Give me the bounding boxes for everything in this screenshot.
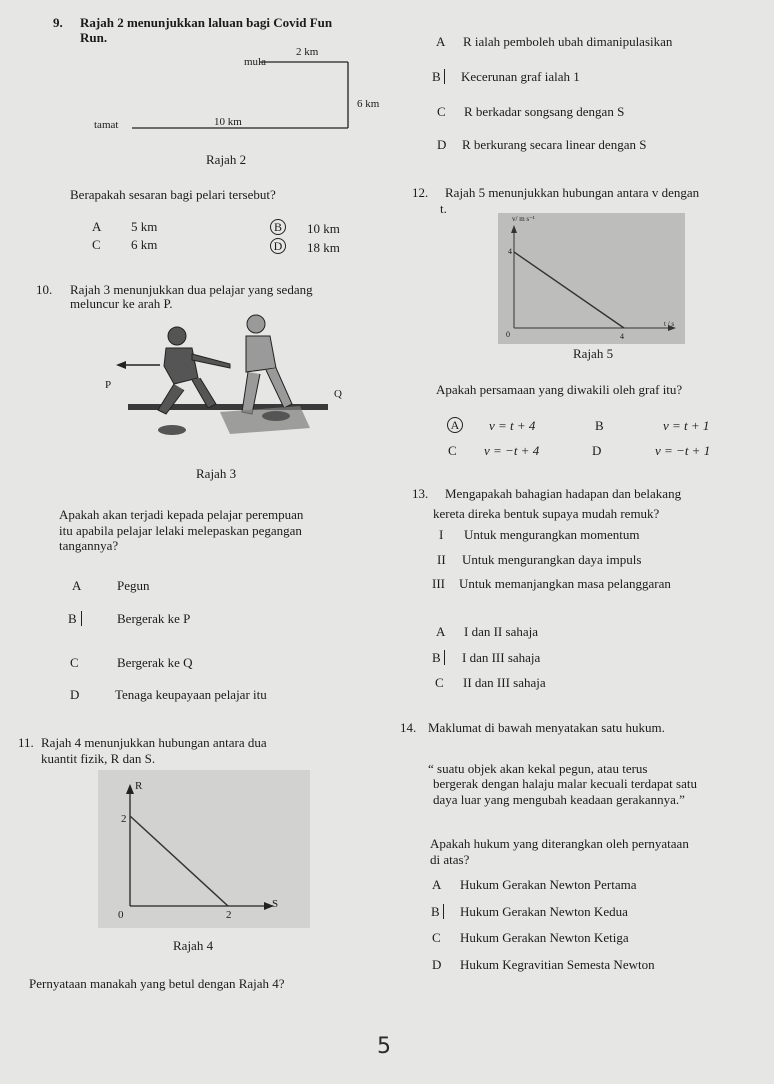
q11-stem-line2: kuantit fizik, R dan S. — [41, 751, 156, 766]
q11-option-b-label[interactable] — [432, 69, 445, 84]
q13-option-b-label[interactable] — [432, 650, 445, 665]
q10-option-c-text[interactable]: Bergerak ke Q — [117, 655, 193, 670]
q10-option-b-text[interactable]: Bergerak ke P — [117, 611, 191, 626]
q10-option-c-label[interactable]: C — [70, 655, 79, 670]
q9-option-a-text[interactable]: 5 km — [131, 219, 158, 234]
q11-origin: 0 — [118, 909, 124, 921]
q10-skaters-illustration — [100, 308, 340, 458]
q9-option-d-label[interactable] — [270, 238, 286, 254]
q9-option-d-circle: D — [270, 238, 286, 254]
q11-stem-line1: Rajah 4 menunjukkan hubungan antara dua — [41, 735, 267, 750]
q11-caption: Rajah 4 — [173, 938, 214, 953]
q9-option-c-text[interactable]: 6 km — [131, 237, 158, 252]
q9-label-mula: mula — [244, 56, 266, 68]
q12-number: 12. — [412, 185, 429, 200]
q9-label-10km: 10 km — [214, 116, 242, 128]
q12-option-a-circle: A — [447, 417, 463, 433]
q14-number: 14. — [400, 720, 417, 735]
q13-option-b-mark: B — [432, 650, 445, 665]
q10-caption: Rajah 3 — [196, 466, 237, 481]
q13-option-a-label[interactable]: A — [436, 624, 446, 639]
q9-option-b-circle: B — [270, 219, 286, 235]
q12-question: Apakah persamaan yang diwakili oleh graf itu? — [436, 382, 683, 397]
q10-number: 10. — [36, 282, 53, 297]
q12-stem-line2: t. — [440, 201, 447, 216]
q11-graph — [98, 770, 310, 928]
q9-option-b-text[interactable]: 10 km — [307, 221, 340, 236]
q14-option-b-label[interactable] — [431, 904, 444, 919]
q12-option-d-label[interactable]: D — [592, 443, 602, 458]
q10-label-p: P — [105, 379, 112, 391]
q12-option-c-text[interactable]: v = −t + 4 — [484, 443, 540, 458]
q9-caption: Rajah 2 — [206, 152, 247, 167]
q13-statement-3-text: Untuk memanjangkan masa pelanggaran — [459, 576, 671, 591]
q12-y-axis-label: v/ m s⁻¹ — [512, 215, 535, 223]
q14-quote-line3: daya luar yang mengubah keadaan gerakannya.” — [433, 792, 685, 807]
q13-stem-line2: kereta direka bentuk supaya mudah remuk? — [433, 506, 660, 521]
q13-option-c-label[interactable]: C — [435, 675, 444, 690]
q11-option-b-mark: B — [432, 69, 445, 84]
q13-statement-2-text: Untuk mengurangkan daya impuls — [462, 552, 642, 567]
page-number: 5 — [377, 1034, 391, 1059]
q9-option-a-label[interactable]: A — [92, 219, 102, 234]
q14-quote-line2: bergerak dengan halaju malar kecuali terdapat satu — [433, 776, 697, 791]
q11-option-d-label[interactable]: D — [437, 137, 447, 152]
q14-option-c-label[interactable]: C — [432, 930, 441, 945]
q10-label-q: Q — [334, 388, 342, 400]
q10-option-b-mark: B — [68, 611, 82, 626]
q9-option-c-label[interactable]: C — [92, 237, 101, 252]
q13-option-a-text[interactable]: I dan II sahaja — [464, 624, 538, 639]
q10-question-line3: tangannya? — [59, 538, 119, 553]
q14-option-a-text[interactable]: Hukum Gerakan Newton Pertama — [460, 877, 637, 892]
q10-stem-line2: meluncur ke arah P. — [70, 296, 173, 311]
q13-number: 13. — [412, 486, 429, 501]
q9-label-6km: 6 km — [357, 98, 380, 110]
q10-option-a-text[interactable]: Pegun — [117, 578, 150, 593]
q14-quote-line1: “ suatu objek akan kekal pegun, atau terus — [428, 761, 648, 776]
q13-statement-1-text: Untuk mengurangkan momentum — [464, 527, 640, 542]
q11-y-tick: 2 — [121, 813, 127, 825]
q11-question: Pernyataan manakah yang betul dengan Rajah 4? — [29, 976, 285, 991]
q11-option-c-label[interactable]: C — [437, 104, 446, 119]
q13-statement-3-num: III — [432, 576, 445, 591]
q12-option-c-label[interactable]: C — [448, 443, 457, 458]
q13-statement-1-num: I — [439, 527, 444, 542]
q10-question-line1: Apakah akan terjadi kepada pelajar perempuan — [59, 507, 304, 522]
q11-number: 11. — [18, 735, 34, 750]
q13-option-b-text[interactable]: I dan III sahaja — [462, 650, 541, 665]
q9-option-d-text[interactable]: 18 km — [307, 240, 340, 255]
q12-y-tick: 4 — [508, 247, 512, 256]
q14-option-a-label[interactable]: A — [432, 877, 442, 892]
q12-origin: 0 — [506, 330, 510, 339]
q9-stem-line1: Rajah 2 menunjukkan laluan bagi Covid Fun — [80, 15, 333, 30]
q12-option-a-label[interactable] — [447, 417, 463, 433]
q10-option-a-label[interactable]: A — [72, 578, 82, 593]
q14-option-b-text[interactable]: Hukum Gerakan Newton Kedua — [460, 904, 628, 919]
q12-x-tick: 4 — [620, 332, 624, 341]
q12-stem-line1: Rajah 5 menunjukkan hubungan antara v dengan — [445, 185, 700, 200]
q14-option-d-text[interactable]: Hukum Kegravitian Semesta Newton — [460, 957, 655, 972]
q11-y-axis-label: R — [135, 780, 143, 792]
q14-question-line1: Apakah hukum yang diterangkan oleh pernyataan — [430, 836, 689, 851]
q10-option-b-label[interactable] — [68, 611, 82, 626]
q14-question-line2: di atas? — [430, 852, 470, 867]
q12-option-b-text[interactable]: v = t + 1 — [663, 418, 710, 433]
q11-x-tick: 2 — [226, 909, 232, 921]
q12-caption: Rajah 5 — [573, 346, 614, 361]
q13-stem-line1: Mengapakah bahagian hadapan dan belakang — [445, 486, 682, 501]
q12-option-b-label[interactable]: B — [595, 418, 604, 433]
q14-option-b-mark: B — [431, 904, 444, 919]
q9-option-b-label[interactable] — [270, 219, 286, 235]
q10-option-d-label[interactable]: D — [70, 687, 80, 702]
q10-question-line2: itu apabila pelajar lelaki melepaskan pegangan — [59, 523, 302, 538]
q10-option-d-text[interactable]: Tenaga keupayaan pelajar itu — [115, 687, 267, 702]
q12-x-axis-label: t / s — [664, 320, 675, 328]
q10-stem-line1: Rajah 3 menunjukkan dua pelajar yang sedang — [70, 282, 313, 297]
q9-label-tamat: tamat — [94, 119, 119, 131]
q9-question: Berapakah sesaran bagi pelari tersebut? — [70, 187, 276, 202]
q9-label-2km: 2 km — [296, 46, 319, 58]
q12-option-a-text[interactable]: v = t + 4 — [489, 418, 536, 433]
q12-graph — [498, 213, 685, 344]
q14-option-d-label[interactable]: D — [432, 957, 442, 972]
q14-option-c-text[interactable]: Hukum Gerakan Newton Ketiga — [460, 930, 629, 945]
q9-number: 9. — [53, 15, 63, 30]
q13-statement-2-num: II — [437, 552, 446, 567]
q12-option-d-text[interactable]: v = −t + 1 — [655, 443, 711, 458]
q11-option-a-label[interactable]: A — [436, 34, 446, 49]
q11-option-a-text[interactable]: R ialah pemboleh ubah dimanipulasikan — [463, 34, 673, 49]
q11-option-d-text[interactable]: R berkurang secara linear dengan S — [462, 137, 647, 152]
q11-option-b-text[interactable]: Kecerunan graf ialah 1 — [461, 69, 580, 84]
q11-x-axis-label: S — [272, 898, 279, 910]
q11-option-c-text[interactable]: R berkadar songsang dengan S — [464, 104, 625, 119]
q14-stem: Maklumat di bawah menyatakan satu hukum. — [428, 720, 665, 735]
q13-option-c-text[interactable]: II dan III sahaja — [463, 675, 546, 690]
q9-stem-line2: Run. — [80, 30, 108, 45]
